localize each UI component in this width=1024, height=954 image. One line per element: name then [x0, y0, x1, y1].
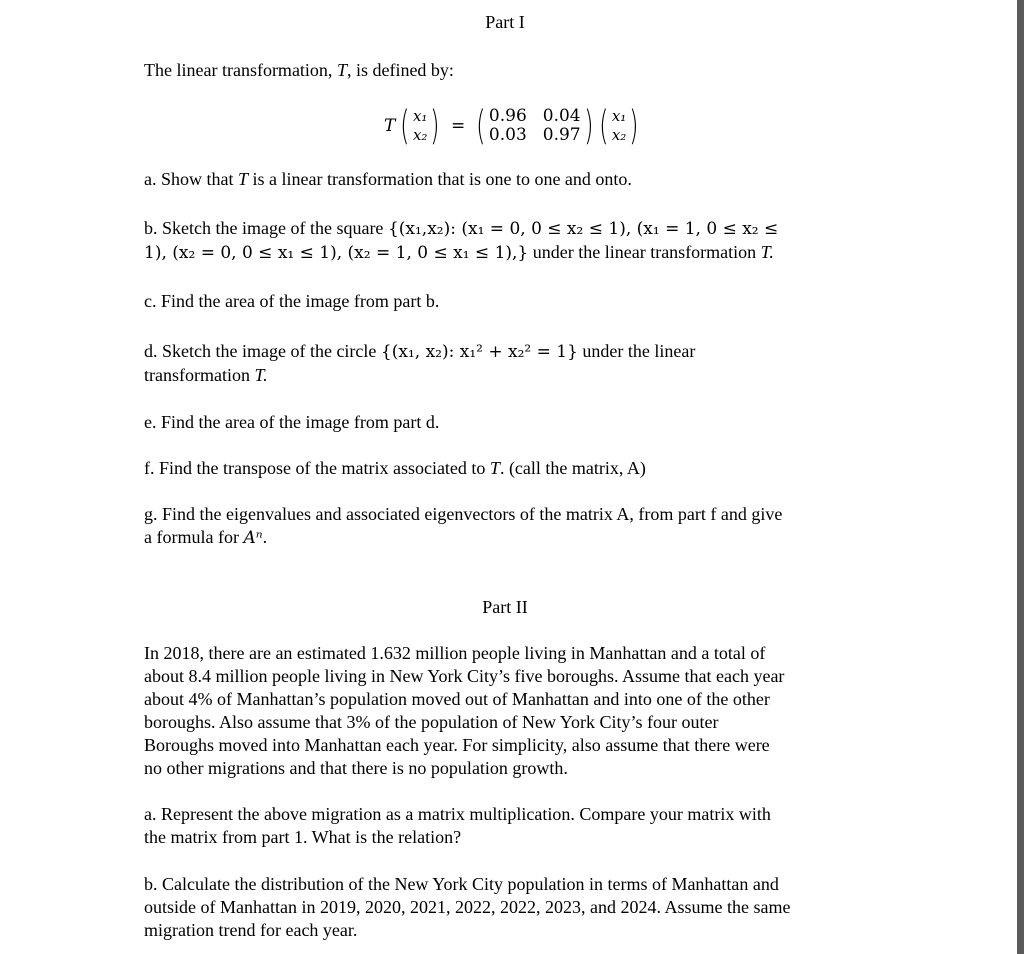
- square-set-notation: {(x₁,x₂): (x₁ = 0, 0 ≤ x₂ ≤ 1), (x₁ = 1, 0 ≤ x₂ ≤: [387, 219, 779, 239]
- part-1-title: Part I: [485, 12, 525, 32]
- viewer-edge-bar: [1017, 0, 1024, 954]
- square-set-notation-cont: 1), (x₂ = 0, 0 ≤ x₁ ≤ 1), (x₂ = 1, 0 ≤ x₁ ≤ 1),}: [144, 243, 529, 263]
- input-vector: ( x₁ x₂ ): [400, 103, 440, 149]
- equation-lhs: T: [384, 115, 396, 136]
- transformation-matrix: ( 0.96 0.04 0.03 0.97 ): [476, 103, 594, 149]
- part-2-intro-paragraph: In 2018, there are an estimated 1.632 million people living in Manhattan and a total of about 8.4 million people living in New York City’s five boroughs. Assume that each year about 4% of Manhattan’s population moved out of Manhattan and into one of the other boroughs. Also assume that 3% of the population of New York City’s four outer Boroughs moved into Manhattan each year. For simplicity, also assume that there were no other migrations and that there is no population growth.: [144, 643, 785, 778]
- question-1a: a. Show that T is a linear transformation that is one to one and onto.: [144, 169, 632, 189]
- question-1f: f. Find the transpose of the matrix associated to T. (call the matrix, A): [144, 458, 646, 478]
- question-1g: g. Find the eigenvalues and associated eigenvectors of the matrix A, from part f and give a formula for Aⁿ.: [144, 504, 783, 548]
- equals-sign: =: [451, 115, 466, 136]
- output-vector: ( x₁ x₂ ): [599, 103, 639, 149]
- transformation-equation: [384, 103, 642, 149]
- question-1c: c. Find the area of the image from part b.: [144, 291, 440, 311]
- matrix-entry: 0.97: [542, 125, 581, 145]
- question-1d: d. Sketch the image of the circle {(x₁, x₂): x₁² + x₂² = 1} under the linear transformation T.: [144, 341, 696, 385]
- matrix-entry: 0.03: [488, 125, 527, 145]
- part-2-title: Part II: [482, 597, 528, 617]
- matrix-entry: 0.96: [488, 106, 527, 126]
- matrix-entry: 0.04: [542, 106, 581, 126]
- question-2a: a. Represent the above migration as a matrix multiplication. Compare your matrix with the matrix from part 1. What is the relation?: [144, 804, 771, 847]
- question-2b: b. Calculate the distribution of the New York City population in terms of Manhattan and outside of Manhattan in 2019, 2020, 2021, 2022, 2022, 2023, and 2024. Assume the same migration trend for each year.: [144, 874, 791, 940]
- question-1b: b. Sketch the image of the square {(x₁,x₂): (x₁ = 0, 0 ≤ x₂ ≤ 1), (x₁ = 1, 0 ≤ x₂ ≤ 1), (x₂ = 0, 0 ≤ x₁ ≤ 1), (x₂ = 1, 0 ≤ x₁ ≤ 1),} under the linear transformation T.: [144, 218, 779, 263]
- question-1e: e. Find the area of the image from part d.: [144, 412, 440, 432]
- circle-set-notation: {(x₁, x₂): x₁² + x₂² = 1}: [380, 342, 578, 362]
- part-1-intro: The linear transformation, T, is defined by:: [144, 60, 454, 80]
